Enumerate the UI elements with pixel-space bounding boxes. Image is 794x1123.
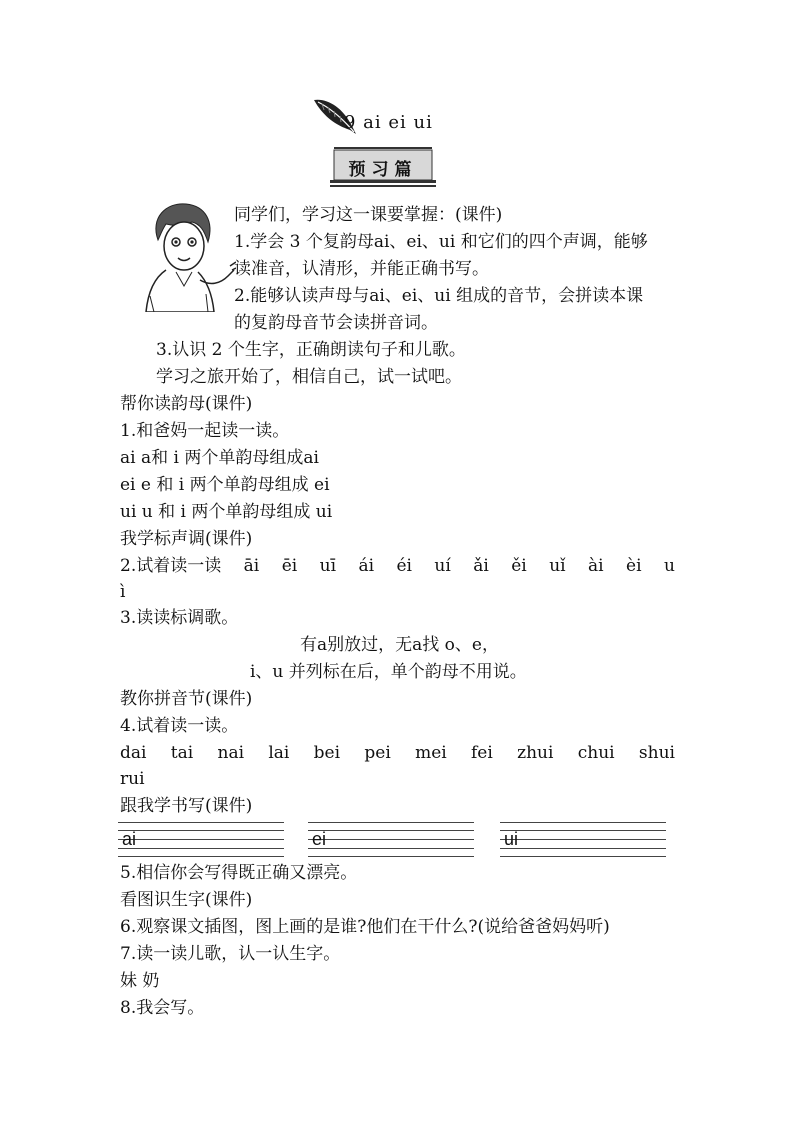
syllable-item: nai bbox=[217, 743, 245, 763]
vowel-row-ui: ui u 和 i 两个单韵母组成 ui bbox=[120, 502, 333, 522]
tone-item: uǐ bbox=[549, 556, 566, 576]
goal-1-line-1: 1.学会 3 个复韵母ai、ei、ui 和它们的四个声调，能够 bbox=[234, 232, 648, 252]
writing-label: ei bbox=[312, 829, 327, 849]
tone-item: éi bbox=[396, 556, 412, 576]
goal-2-line-1: 2.能够认读声母与ai、ei、ui 组成的音节，会拼读本课 bbox=[234, 286, 644, 306]
rhyme-line-2: i、u 并列标在后，单个韵母不用说。 bbox=[250, 662, 527, 682]
syllable-item: zhui bbox=[517, 743, 554, 763]
tone-item: ěi bbox=[511, 556, 527, 576]
goal-1-line-2: 读准音，认清形，并能正确书写。 bbox=[234, 259, 489, 279]
vowel-row-ai: ai a和 i 两个单韵母组成ai bbox=[120, 448, 319, 468]
syllable-tail: rui bbox=[120, 769, 145, 789]
syllable-item: fei bbox=[471, 743, 493, 763]
writing-box-ai[interactable] bbox=[118, 822, 284, 856]
question-1: 1.和爸妈一起读一读。 bbox=[120, 421, 290, 441]
question-6: 6.观察课文插图，图上画的是谁?他们在干什么?(说给爸爸妈妈听) bbox=[120, 917, 610, 937]
writing-box-ei[interactable] bbox=[308, 822, 474, 856]
syllable-row bbox=[120, 741, 675, 765]
writing-box-ui[interactable] bbox=[500, 822, 666, 856]
tone-item: ài bbox=[588, 556, 604, 576]
lesson-title: 9 ai ei ui bbox=[344, 112, 433, 133]
section-heading-characters: 看图识生字(课件) bbox=[120, 890, 253, 910]
goal-3: 3.认识 2 个生字，正确朗读句子和儿歌。 bbox=[156, 340, 466, 360]
syllable-item: mei bbox=[415, 743, 447, 763]
syllable-item: tai bbox=[170, 743, 194, 763]
syllable-item: shui bbox=[638, 743, 675, 763]
goal-2-line-2: 的复韵母音节会读拼音词。 bbox=[234, 313, 438, 333]
vowel-row-ei: ei e 和 i 两个单韵母组成 ei bbox=[120, 475, 330, 495]
tone-item: uí bbox=[434, 556, 451, 576]
banner-title: 预习篇 bbox=[348, 160, 418, 180]
tone-item: uī bbox=[319, 556, 337, 576]
question-4: 4.试着读一读。 bbox=[120, 716, 239, 736]
preview-banner bbox=[330, 146, 436, 190]
tone-item: èi bbox=[626, 556, 642, 576]
encouragement: 学习之旅开始了，相信自己，试一试吧。 bbox=[156, 367, 462, 387]
tone-item: u bbox=[663, 556, 675, 576]
question-8: 8.我会写。 bbox=[120, 998, 205, 1018]
question-5: 5.相信你会写得既正确又漂亮。 bbox=[120, 863, 358, 883]
syllable-item: bei bbox=[313, 743, 341, 763]
writing-practice bbox=[118, 822, 666, 856]
teacher-illustration bbox=[144, 200, 236, 312]
tone-item: ēi bbox=[281, 556, 298, 576]
tone-tail: ì bbox=[120, 582, 126, 602]
syllable-item: pei bbox=[364, 743, 391, 763]
new-characters: 妹 奶 bbox=[120, 971, 160, 991]
syllable-item: lai bbox=[268, 743, 290, 763]
section-heading-writing: 跟我学书写(课件) bbox=[120, 796, 253, 816]
intro-greeting: 同学们，学习这一课要掌握：(课件) bbox=[234, 205, 503, 225]
rhyme-line-1: 有a别放过，无a找 o、e， bbox=[300, 635, 499, 655]
syllable-item: chui bbox=[577, 743, 615, 763]
tone-item: āi bbox=[243, 556, 260, 576]
question-2-label: 2.试着读一读 bbox=[120, 556, 222, 576]
syllable-item: dai bbox=[120, 743, 147, 763]
writing-label: ai bbox=[122, 829, 137, 849]
writing-label: ui bbox=[504, 829, 519, 849]
question-3: 3.读读标调歌。 bbox=[120, 608, 239, 628]
section-heading-tones: 我学标声调(课件) bbox=[120, 529, 253, 549]
section-heading-syllables: 教你拼音节(课件) bbox=[120, 689, 253, 709]
tone-row bbox=[120, 554, 675, 578]
section-heading-vowels: 帮你读韵母(课件) bbox=[120, 394, 253, 414]
tone-item: ái bbox=[358, 556, 375, 576]
tone-item: ǎi bbox=[473, 556, 489, 576]
question-7: 7.读一读儿歌，认一认生字。 bbox=[120, 944, 341, 964]
